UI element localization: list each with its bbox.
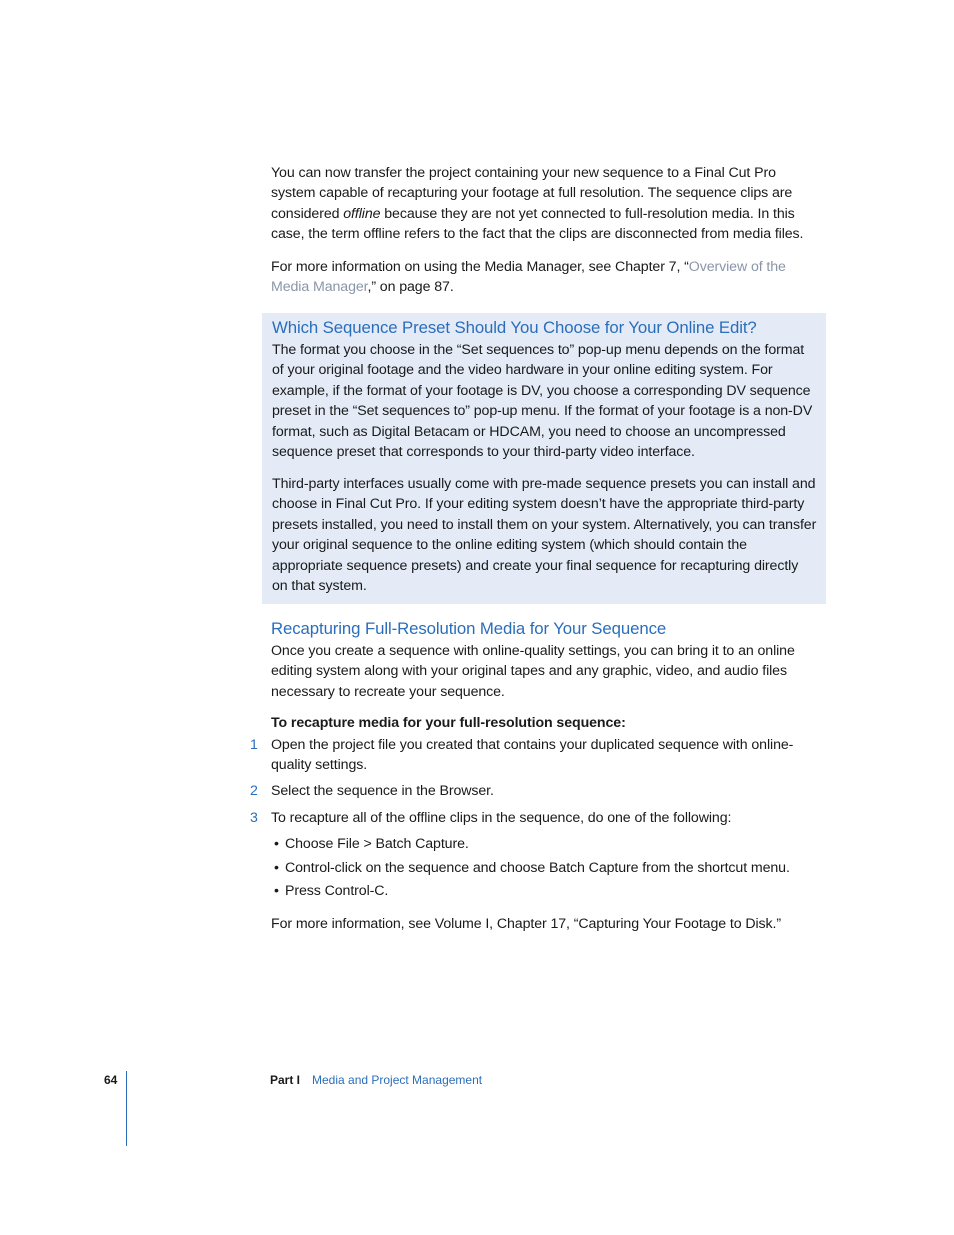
bullet-icon: • <box>274 883 279 899</box>
step-number: 1 <box>250 737 258 753</box>
step-text: To recapture all of the offline clips in the sequence, do one of the following: <box>271 810 732 826</box>
media-manager-link[interactable]: Overview of the Media Manager <box>271 259 786 296</box>
closing-paragraph: For more information, see Volume I, Chapter 17, “Capturing Your Footage to Disk.” <box>271 916 781 932</box>
step-text: Select the sequence in the Browser. <box>271 783 494 799</box>
bullet-text: Choose File > Batch Capture. <box>285 836 469 852</box>
part-label: Part I <box>270 1073 301 1087</box>
intro-paragraph-1 <box>271 163 821 245</box>
section-paragraph: Once you create a sequence with online-quality settings, you can bring it to an online editing system along with your original tapes and any graphic, video, and audio files necessary to recreate your sequence. <box>271 643 795 700</box>
page-number: 64 <box>104 1073 118 1087</box>
sidebar-box <box>262 313 826 604</box>
sidebar-paragraph-1: The format you choose in the “Set sequences to” pop-up menu depends on the format of your original footage and the video hardware in your online editing system. For example, if the format of your footage is DV, you choose a corresponding DV sequence preset in the “Set sequences to” pop-up menu. If the format of your footage is a non-DV format, such as Digital Betacam or HDCAM, you need to choose an uncompressed sequence preset that corresponds to your third-party video interface. <box>272 342 813 461</box>
bullet-text: Press Control-C. <box>285 883 389 899</box>
offline-term: offline <box>343 205 381 222</box>
section-heading: Recapturing Full-Resolution Media for Your Sequence <box>271 619 667 638</box>
cross-reference-lead: For more information on using the Media Manager, see Chapter 7, “ <box>271 259 689 275</box>
part-title: Media and Project Management <box>312 1073 483 1087</box>
bullet-text: Control-click on the sequence and choose Batch Capture from the shortcut menu. <box>285 860 790 876</box>
step-number: 2 <box>250 783 258 799</box>
sidebar-heading: Which Sequence Preset Should You Choose for Your Online Edit? <box>272 318 757 337</box>
cross-reference-page: ,” on page 87. <box>367 279 454 296</box>
sidebar-paragraph-2: Third-party interfaces usually come with pre-made sequence presets you can install and choose in Final Cut Pro. If your editing system doesn’t have the appropriate third-party presets installed, you need to install them on your system. Alternatively, you can transfer your original sequence to the online editing system (which should contain the appropriate sequence presets) and create your final sequence for recapturing directly on that system. <box>272 476 817 595</box>
bullet-icon: • <box>274 836 279 852</box>
intro-text: You can now transfer the project containing your new sequence to a Final Cut Pro system capable of recapturing your footage at full resolution. The sequence clips are considered <box>271 165 793 222</box>
step-text: Open the project file you created that contains your duplicated sequence with online-quality settings. <box>271 737 794 774</box>
step-number: 3 <box>250 810 258 826</box>
bullet-icon: • <box>274 860 279 876</box>
footer-divider <box>126 1071 127 1146</box>
intro-paragraph-2 <box>271 257 821 298</box>
intro-text-continued: because they are not yet connected to full-resolution media. In this case, the term offline refers to the fact that the clips are disconnected from media files. <box>271 205 804 243</box>
task-label: To recapture media for your full-resolution sequence: <box>271 715 626 731</box>
